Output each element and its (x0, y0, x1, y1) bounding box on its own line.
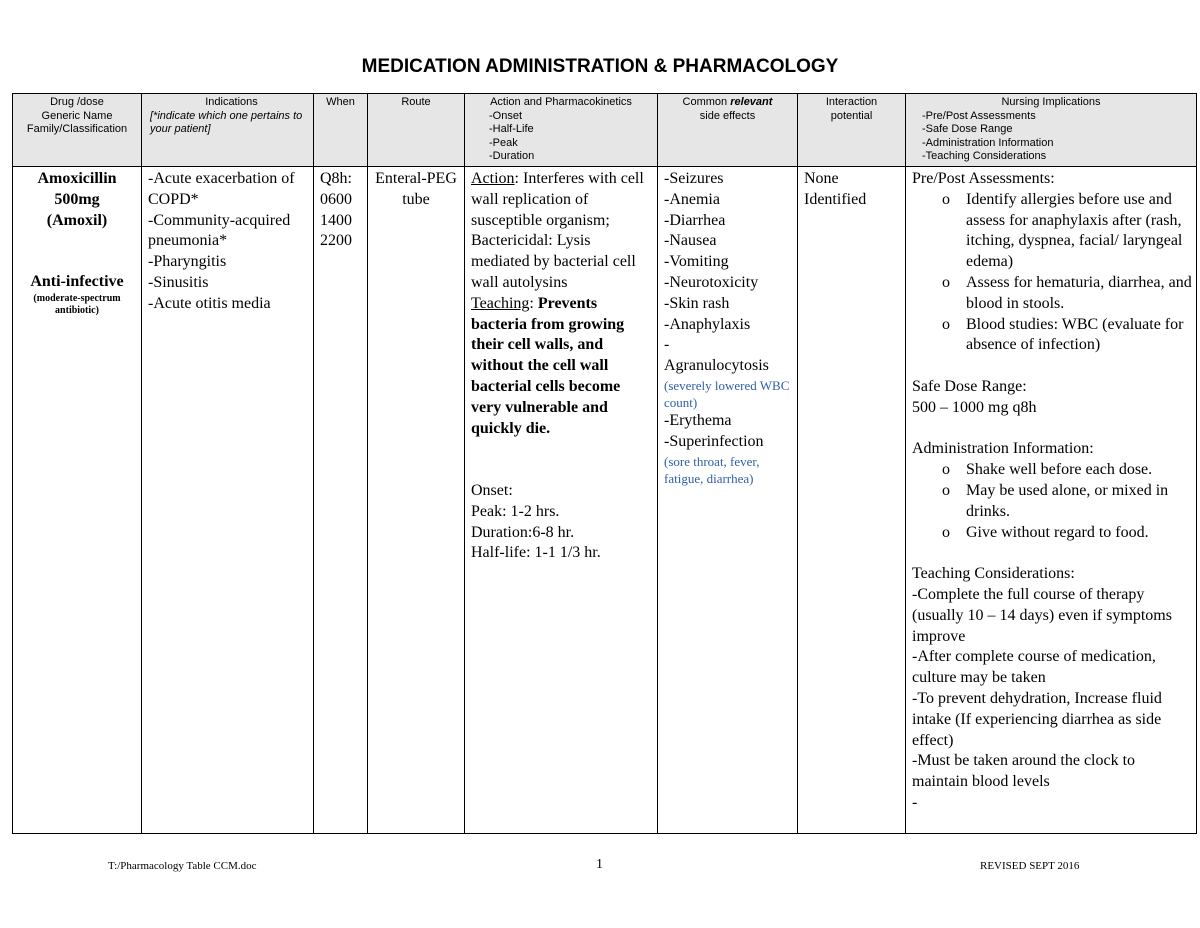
action-label: Action (471, 170, 515, 187)
action-text: : Interferes with cell wall replication of susceptible organism; Bactericidal: Lysis mediated by bacterial cell wall autolysins (471, 170, 644, 291)
when-time: 1400 (320, 211, 352, 229)
header-drug-line: Drug /dose (50, 96, 104, 108)
header-interaction (798, 94, 906, 167)
action-cell (465, 167, 658, 834)
footer-file: T:/Pharmacology Table CCM.doc (108, 860, 257, 872)
header-nursing-item: -Pre/Post Assessments (922, 109, 1036, 122)
header-action-item: -Onset (489, 109, 523, 122)
when-cell (314, 167, 368, 834)
list-item: o May be used alone, or mixed in drinks. (912, 481, 1194, 523)
footer-page-number: 1 (596, 857, 603, 872)
drug-cell (13, 167, 142, 834)
teaching-title: Teaching Considerations: (912, 565, 1075, 583)
header-side-effects-title (658, 96, 797, 110)
header-nursing-item: -Safe Dose Range (922, 123, 1013, 135)
header-nursing-title: Nursing Implications (1001, 96, 1101, 108)
list-item: o Blood studies: WBC (evaluate for absence of infection) (912, 315, 1194, 357)
header-interaction-line: Interaction (825, 96, 878, 108)
header-indications-title: Indications (205, 96, 258, 108)
teaching-label: Teaching (471, 294, 530, 312)
drug-classification: (moderate-spectrum antibiotic) (33, 292, 121, 316)
list-item: -Pharyngitis (148, 253, 227, 271)
list-item: o Give without regard to food. (912, 523, 1194, 544)
list-item: -Skin rash (664, 294, 730, 312)
list-item: -Anemia (664, 190, 720, 208)
header-side-effects-pre: Common (682, 96, 731, 108)
list-item: - (664, 336, 670, 354)
drug-family: Anti-infective (30, 273, 124, 291)
header-interaction-line: potential (830, 109, 873, 122)
drug-brand: (Amoxil) (46, 211, 108, 229)
header-nursing-item: -Teaching Considerations (922, 150, 1047, 162)
side-effect-note: (sore throat, fever, fatigue, diarrhea) (664, 453, 760, 486)
route-cell (368, 167, 465, 834)
header-nursing-item: -Administration Information (922, 136, 1054, 149)
when-time: 0600 (320, 190, 352, 208)
list-item: -Neurotoxicity (664, 273, 759, 291)
header-drug-line: Generic Name (41, 109, 113, 122)
route-value: Enteral-PEG tube (375, 170, 457, 208)
header-action-item: -Peak (489, 136, 518, 149)
list-item: Agranulocytosis (664, 357, 769, 375)
header-side-effects-emphasis: relevant (730, 96, 773, 108)
list-item: - (912, 793, 918, 811)
nursing-cell (906, 167, 1197, 834)
header-drug (13, 94, 142, 167)
header-drug-line: Family/Classification (26, 123, 128, 135)
safe-dose-value: 500 – 1000 mg q8h (912, 398, 1037, 416)
list-item: -Acute exacerbation of COPD* (148, 170, 295, 208)
header-side-effects-post: side effects (699, 109, 756, 122)
when-label: Q8h: (320, 170, 352, 187)
header-action-item: -Duration (489, 150, 535, 162)
table-row (13, 167, 1197, 834)
safe-dose-title: Safe Dose Range: (912, 377, 1027, 395)
admin-title: Administration Information: (912, 440, 1094, 458)
action-description (471, 169, 651, 294)
page-title: MEDICATION ADMINISTRATION & PHARMACOLOGY (361, 56, 839, 77)
list-item: o Shake well before each dose. (912, 460, 1194, 481)
pre-post-title: Pre/Post Assessments: (912, 170, 1055, 187)
list-item: -Acute otitis media (148, 294, 271, 312)
drug-dose: 500mg (54, 190, 100, 208)
list-item: -To prevent dehydration, Increase fluid intake (If experiencing diarrhea as side effect) (912, 689, 1162, 749)
header-when: When (314, 94, 368, 167)
header-indications-note: [*indicate which one pertains to your patient] (150, 109, 303, 135)
header-nursing (906, 94, 1197, 167)
header-action-title: Action and Pharmacokinetics (490, 96, 632, 108)
list-item: -After complete course of medication, culture may be taken (912, 648, 1156, 687)
when-time: 2200 (320, 232, 352, 250)
peak: Peak: 1-2 hrs. (471, 502, 560, 520)
list-item: -Sinusitis (148, 273, 209, 291)
duration: Duration:6-8 hr. (471, 523, 575, 541)
list-item: o Assess for hematuria, diarrhea, and blood in stools. (912, 273, 1194, 315)
list-item: -Must be taken around the clock to maintain blood levels (912, 752, 1136, 791)
footer-revised: REVISED SEPT 2016 (980, 860, 1080, 872)
list-item: -Superinfection (664, 432, 764, 450)
header-action (465, 94, 658, 167)
list-item: -Seizures (664, 170, 724, 187)
medication-table (12, 93, 1197, 834)
list-item: -Erythema (664, 411, 732, 429)
side-effects-cell (658, 167, 798, 834)
interaction-cell (798, 167, 906, 834)
header-route: Route (368, 94, 465, 167)
list-item: -Complete the full course of therapy (usually 10 – 14 days) even if symptoms improve (912, 585, 1172, 645)
side-effect-note: (severely lowered WBC count) (664, 377, 790, 410)
onset: Onset: (471, 481, 513, 499)
list-item: -Vomiting (664, 253, 729, 271)
header-indications (142, 94, 314, 167)
list-item: -Nausea (664, 232, 717, 250)
interaction-value: None Identified (804, 170, 867, 208)
header-row (13, 94, 1197, 167)
list-item: -Community-acquired pneumonia* (148, 211, 291, 250)
indications-cell (142, 167, 314, 834)
list-item: -Anaphylaxis (664, 315, 751, 333)
list-item: o Identify allergies before use and assess for anaphylaxis after (rash, itching, dyspnea, facial/ laryngeal edema) (912, 190, 1194, 273)
half-life: Half-life: 1-1 1/3 hr. (471, 544, 601, 562)
header-side-effects (658, 94, 798, 167)
drug-name: Amoxicillin (37, 170, 117, 187)
teaching-description (471, 294, 651, 440)
teaching-sep: : (529, 294, 538, 312)
header-action-item: -Half-Life (489, 123, 534, 135)
list-item: -Diarrhea (664, 211, 726, 229)
teaching-text: Prevents bacteria from growing their cell walls, and without the cell wall bacterial cells become very vulnerable and quickly die. (471, 294, 625, 437)
